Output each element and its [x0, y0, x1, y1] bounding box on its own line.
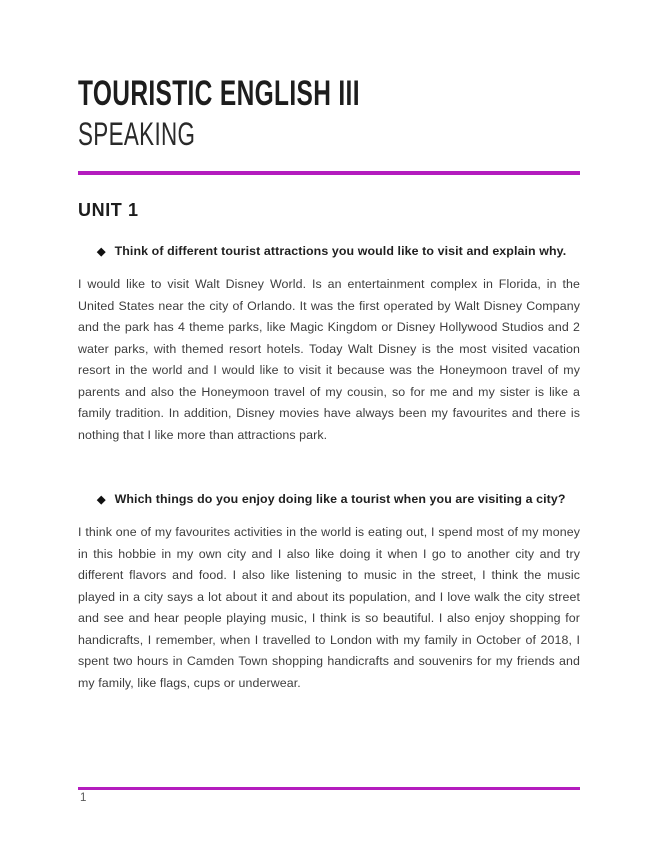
diamond-bullet-icon: ◆: [97, 494, 106, 506]
answer-paragraph-2: I think one of my favourites activities in the world is eating out, I spend most of my money in this hobbie in my own city and I also like doing it when I go to another city and try different flavors and food. I also like listening to music in the street, I think the music played in a city says a lot about it and about its population, and I love walk the city street and see and hear people playing music, I think is so beautiful. I also enjoy shopping for handicrafts, I remember, when I travelled to London with my family in October of 2018, I spent two hours in Camden Town shopping handicrafts and souvenirs for my friends and my family, like flags, cups or underwear.: [78, 525, 580, 690]
unit-heading: UNIT 1: [78, 200, 139, 220]
page-subtitle: [78, 118, 580, 150]
page-number: 1: [80, 792, 87, 804]
answer-paragraph-1: I would like to visit Walt Disney World. Is an entertainment complex in Florida, in the United States near the city of Orlando. It was the first operated by Walt Disney Company and the park has 4 theme parks, like Magic Kingdom or Disney Hollywood Studios and 2 water parks, with themed resort hotels. Today Walt Disney is the most visited vacation resort in the world and I would like to visit it because was the Honeymoon travel of my parents and also the Honeymoon travel of my cousin, so for me and my sister is like a family tradition. In addition, Disney movies have always been my favourites and there is nothing that I like more than attractions park.: [78, 277, 580, 442]
header-accent-rule: [78, 171, 580, 175]
page-title-text: TOURISTIC ENGLISH III: [78, 74, 360, 113]
page-title: [78, 76, 580, 111]
question-2: [78, 492, 580, 508]
question-2-text: Which things do you enjoy doing like a tourist when you are visiting a city?: [114, 492, 566, 506]
diamond-bullet-icon: ◆: [97, 246, 106, 258]
page-content: [78, 0, 580, 694]
question-1: [78, 244, 580, 260]
question-1-text: Think of different tourist attractions you would like to visit and explain why.: [114, 244, 567, 258]
page-subtitle-text: SPEAKING: [78, 116, 196, 152]
footer-accent-rule: [78, 787, 580, 790]
